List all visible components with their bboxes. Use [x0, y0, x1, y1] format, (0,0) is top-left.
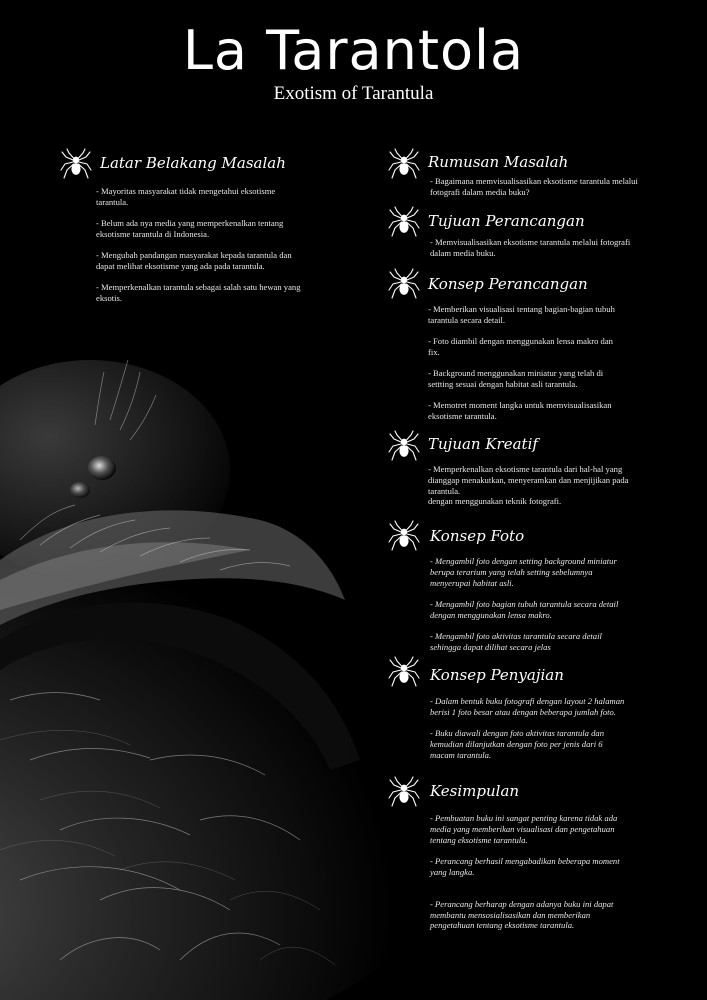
section-heading: Konsep Foto: [430, 527, 525, 545]
section-heading: Latar Belakang Masalah: [100, 154, 286, 172]
section-heading: Konsep Penyajian: [430, 666, 564, 684]
section-body: [96, 186, 358, 314]
spider-icon: [388, 148, 420, 182]
section-paragraph: - Memvisualisasikan eksotisme tarantula melalui fotografi dalam media buku.: [430, 237, 631, 258]
section-paragraph: - Background menggunakan miniatur yang telah di settting sesuai dengan habitat asli tarantula.: [428, 368, 604, 389]
section-paragraph: - Memberikan visualisasi tentang bagian-bagian tubuh tarantula secara detail.: [428, 304, 615, 325]
section-heading: Tujuan Kreatif: [428, 435, 538, 453]
section-paragraph: - Pembuatan buku ini sangat penting karena tidak ada media yang memberikan visualisasi dan pengetahuan tentang eksotisme tarantula.: [430, 813, 618, 845]
section-paragraph: - Mengambil foto aktivitas tarantula secara detail sehingga dapat dilihat secara jelas: [430, 630, 602, 652]
section-paragraph: - Bagaimana memvisualisasikan eksotisme tarantula melalui fotografi dalam media buku?: [430, 176, 638, 197]
section-paragraph: - Memperkenalkan eksotisme tarantula dari hal-hal yang dianggap menakutkan, menyeramkan dan menjijikan pada tarantula. dengan menggunakan teknik fotografi.: [428, 464, 629, 507]
section-paragraph: - Mengubah pandangan masyarakat kepada tarantula dan dapat melihat eksotisme yang ada pada tarantula.: [96, 250, 292, 271]
section-body: [430, 176, 680, 208]
section-paragraph: - Foto diambil dengan menggunakan lensa makro dan fix.: [428, 336, 613, 357]
section-paragraph: - Belum ada nya media yang memperkenalkan tentang eksotisme tarantula di Indonesia.: [96, 218, 284, 239]
section-paragraph: - Mengambil foto bagian tubuh tarantula secara detail dengan menggunakan lensa makro.: [430, 598, 619, 620]
section-paragraph: - Perancang berhasil mengabadikan beberapa moment yang langka.: [430, 855, 620, 877]
spider-icon: [388, 776, 420, 810]
section-body: [430, 813, 685, 942]
spider-icon: [388, 268, 420, 302]
section-paragraph: - Memperkenalkan tarantula sebagai salah satu hewan yang eksotis.: [96, 282, 301, 304]
section-body: [430, 696, 685, 771]
section-body: [428, 304, 683, 432]
section-heading: Konsep Perancangan: [428, 275, 588, 293]
section-paragraph: - Mayoritas masyarakat tidak mengetahui eksotisme tarantula.: [96, 186, 276, 207]
section-heading: Rumusan Masalah: [428, 153, 569, 171]
spider-icon: [388, 520, 420, 554]
section-paragraph: - Mengambil foto dengan setting background miniatur berupa terarium yang telah setting sebelumnya menyerupai habitat asli.: [430, 556, 617, 588]
section-paragraph: - Dalam bentuk buku fotografi dengan layout 2 halaman berisi 1 foto besar atau dengan beberapa jumlah foto.: [430, 696, 625, 717]
section-heading: Tujuan Perancangan: [428, 212, 585, 230]
section-body: [430, 237, 680, 269]
section-paragraph: - Perancang berharap dengan adanya buku ini dapat membantu mensosialisasikan dan memberikan pengetahuan tentang eksotisme tarantula.: [430, 898, 614, 931]
poster-subtitle: Exotism of Tarantula: [273, 83, 434, 104]
spider-icon: [388, 656, 420, 690]
section-heading: Kesimpulan: [430, 782, 520, 800]
spider-icon: [388, 430, 420, 464]
section-paragraph: - Memotret moment langka untuk memvisualisasikan eksotisme tarantula.: [428, 400, 612, 422]
section-paragraph: - Buku diawali dengan foto aktivitas tarantula dan kemudian dilanjutkan dengan foto per jenis dari 6 macam tarantula.: [430, 728, 605, 760]
section-body: [430, 556, 685, 663]
section-body: [428, 464, 688, 518]
spider-icon: [388, 206, 420, 240]
spider-icon: [60, 148, 92, 182]
poster-title: La Tarantola: [182, 19, 525, 82]
